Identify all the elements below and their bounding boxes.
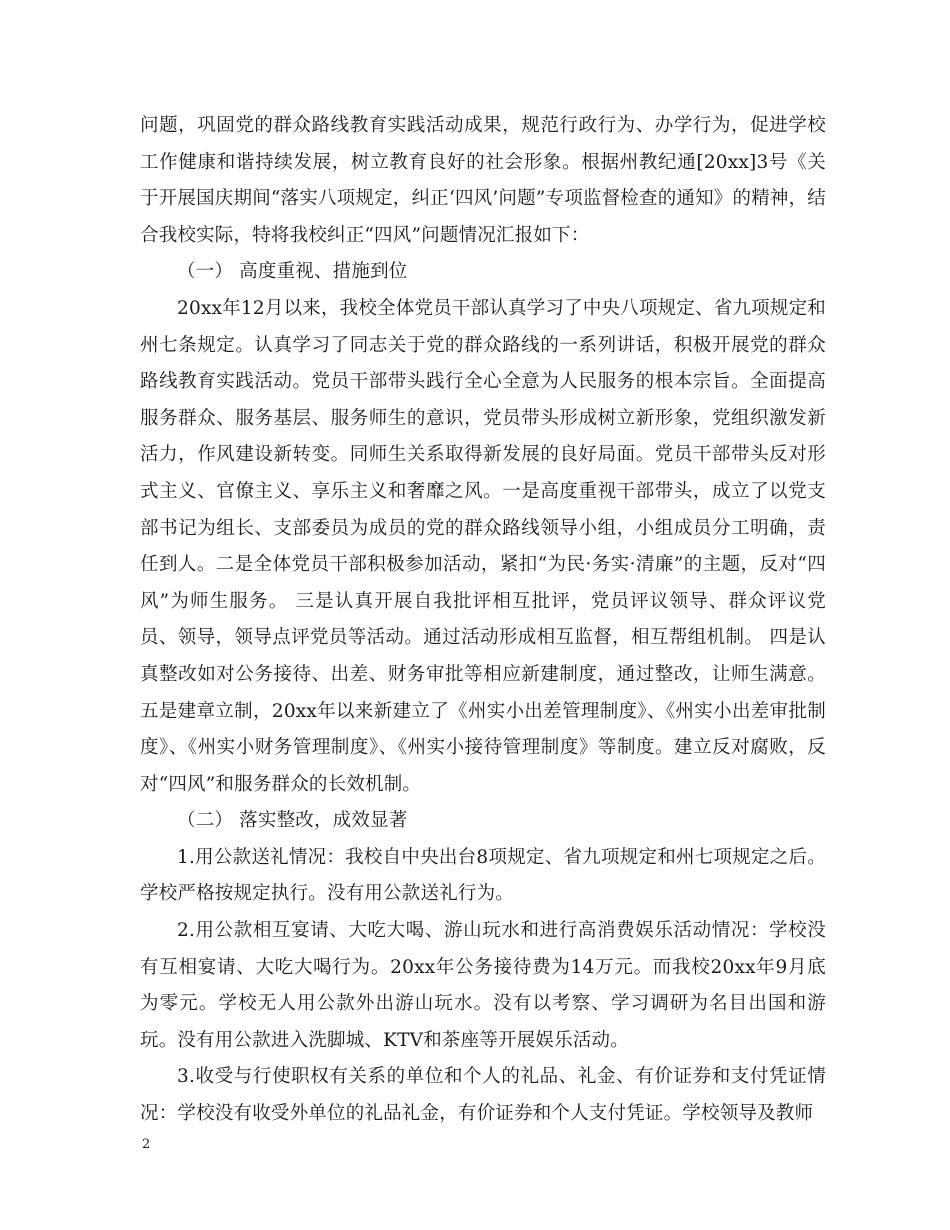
paragraph-item-3: 3.收受与行使职权有关系的单位和个人的礼品、礼金、有价证券和支付凭证情况：学校没有收受外单位的礼品礼金，有价证券和个人支付凭证。学校领导及教师 (140, 1066, 826, 1125)
section-heading-1: （一） 高度重视、措施到位 (177, 261, 408, 283)
paragraph-intro-continuation: 问题，巩固党的群众路线教育实践活动成果，规范行政行为、办学行为，促进学校工作健康和谐持续发展，树立教育良好的社会形象。根据州教纪通[20xx]3号《关于开展国庆期间“落实八项规定，纠正‘四风’问题”专项监督检查的通知》的精神，结合我校实际，特将我校纠正“四风”问题情况汇报如下： (140, 115, 826, 246)
section-heading-2: （二） 落实整改，成效显著 (177, 810, 408, 832)
paragraph-section-1-body: 20xx年12月以来，我校全体党员干部认真学习了中央八项规定、省九项规定和州七条规定。认真学习了同志关于党的群众路线的一系列讲话，积极开展党的群众路线教育实践活动。党员干部带头践行全心全意为人民服务的根本宗旨。全面提高服务群众、服务基层、服务师生的意识，党员带头形成树立新形象，党组织激发新活力，作风建设新转变。同师生关系取得新发展的良好局面。党员干部带头反对形式主义、官僚主义、享乐主义和奢靡之风。一是高度重视干部带头，成立了以党支部书记为组长、支部委员为成员的党的群众路线领导小组，小组成员分工明确，责任到人。二是全体党员干部积极参加活动，紧扣“为民·务实·清廉”的主题，反对“四风”为师生服务。 三是认真开展自我批评相互批评，党员评议领导、群众评议党员、领导，领导点评党员等活动。通过活动形成相互监督，相互帮组机制。 四是认真整改如对公务接待、出差、财务审批等相应新建制度，通过整改，让师生满意。五是建章立制，20xx年以来新建立了《州实小出差管理制度》、《州实小出差审批制度》、《州实小财务管理制度》、《州实小接待管理制度》等制度。建立反对腐败，反对“四风”和服务群众的长效机制。 (140, 297, 826, 795)
page-number: 2 (142, 1137, 151, 1152)
paragraph-item-1: 1.用公款送礼情况：我校自中央出台8项规定、省九项规定和州七项规定之后。学校严格按规定执行。没有用公款送礼行为。 (140, 846, 826, 905)
document-body (140, 108, 826, 1133)
paragraph-item-2: 2.用公款相互宴请、大吃大喝、游山玩水和进行高消费娱乐活动情况：学校没有互相宴请、大吃大喝行为。20xx年公务接待费为14万元。而我校20xx年9月底为零元。学校无人用公款外出游山玩水。没有以考察、学习调研为名目出国和游玩。没有用公款进入洗脚城、KTV和茶座等开展娱乐活动。 (140, 920, 826, 1051)
